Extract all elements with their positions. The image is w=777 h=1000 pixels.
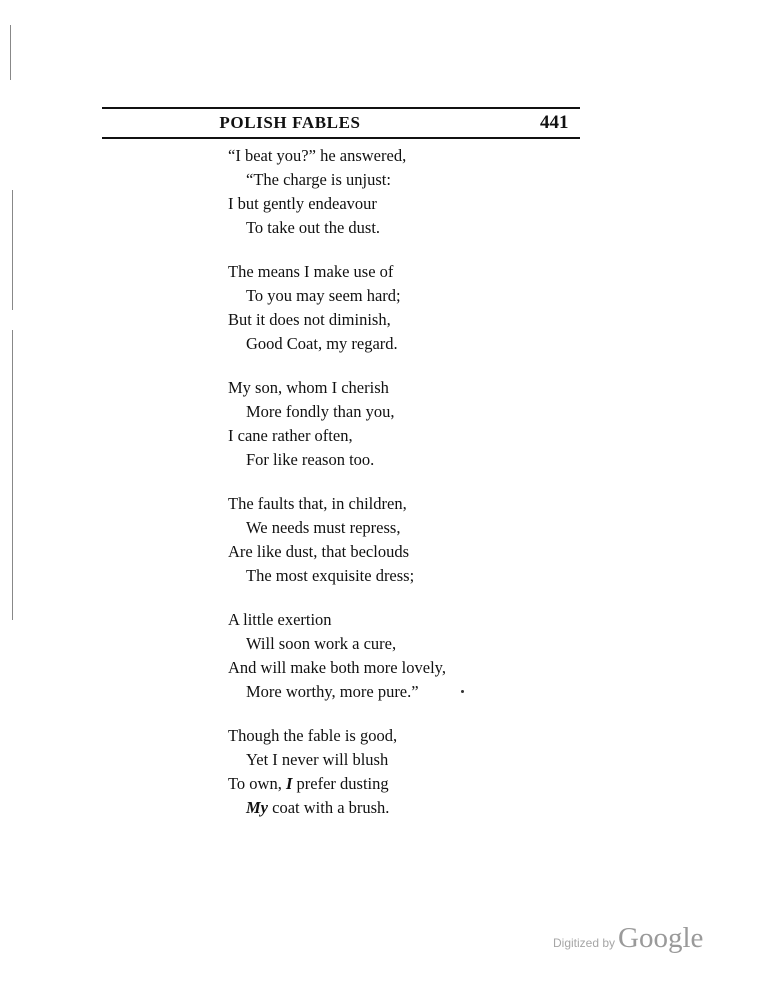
poem-line xyxy=(0,772,777,796)
running-title: POLISH FABLES xyxy=(219,113,361,132)
stanza xyxy=(0,144,777,240)
poem-line: But it does not diminish, xyxy=(228,310,391,329)
header-rule-top xyxy=(102,107,580,109)
poem-line-emphasis: My xyxy=(246,798,268,817)
poem-line: And will make both more lovely, xyxy=(228,658,446,677)
poem-line: We needs must repress, xyxy=(246,518,401,537)
poem-line: “The charge is unjust: xyxy=(246,170,391,189)
watermark-prefix: Digitized by xyxy=(553,936,616,950)
poem-line: To take out the dust. xyxy=(246,218,381,237)
stanza xyxy=(0,608,777,704)
poem-line-text: prefer dusting xyxy=(292,774,389,793)
poem-line: “I beat you?” he answered, xyxy=(228,146,407,165)
poem-line: A little exertion xyxy=(228,610,332,629)
page-number: 441 xyxy=(540,112,569,133)
scan-margin-line xyxy=(10,25,11,80)
poem-line: Good Coat, my regard. xyxy=(246,334,398,353)
google-logo: Google xyxy=(618,922,704,954)
poem-line: The means I make use of xyxy=(228,262,394,281)
stanza xyxy=(0,376,777,472)
poem-line: I but gently endeavour xyxy=(228,194,377,213)
poem-line: Though the fable is good, xyxy=(228,726,398,745)
poem-line: The faults that, in children, xyxy=(228,494,407,513)
stanza xyxy=(0,260,777,356)
digitization-watermark xyxy=(553,922,703,955)
poem-line: Yet I never will blush xyxy=(246,750,389,769)
poem-line: The most exquisite dress; xyxy=(246,566,415,585)
poem-line-text: coat with a brush. xyxy=(268,798,390,817)
stanza xyxy=(0,492,777,588)
stanza xyxy=(0,724,777,820)
header-rule-bottom xyxy=(102,137,580,139)
poem-line-emphasis: I xyxy=(285,774,293,793)
poem-line: For like reason too. xyxy=(246,450,375,469)
poem-line: My son, whom I cherish xyxy=(228,378,389,397)
poem-line: More worthy, more pure.” xyxy=(246,682,419,701)
poem-line: To you may seem hard; xyxy=(246,286,401,305)
poem-line: Are like dust, that beclouds xyxy=(228,542,410,561)
poem-line: I cane rather often, xyxy=(228,426,353,445)
poem-line-text: To own, xyxy=(228,774,286,793)
poem-line: Will soon work a cure, xyxy=(246,634,397,653)
scan-speck xyxy=(461,690,464,693)
poem-line: More fondly than you, xyxy=(246,402,395,421)
poem-body xyxy=(0,144,777,840)
poem-line xyxy=(0,796,777,820)
